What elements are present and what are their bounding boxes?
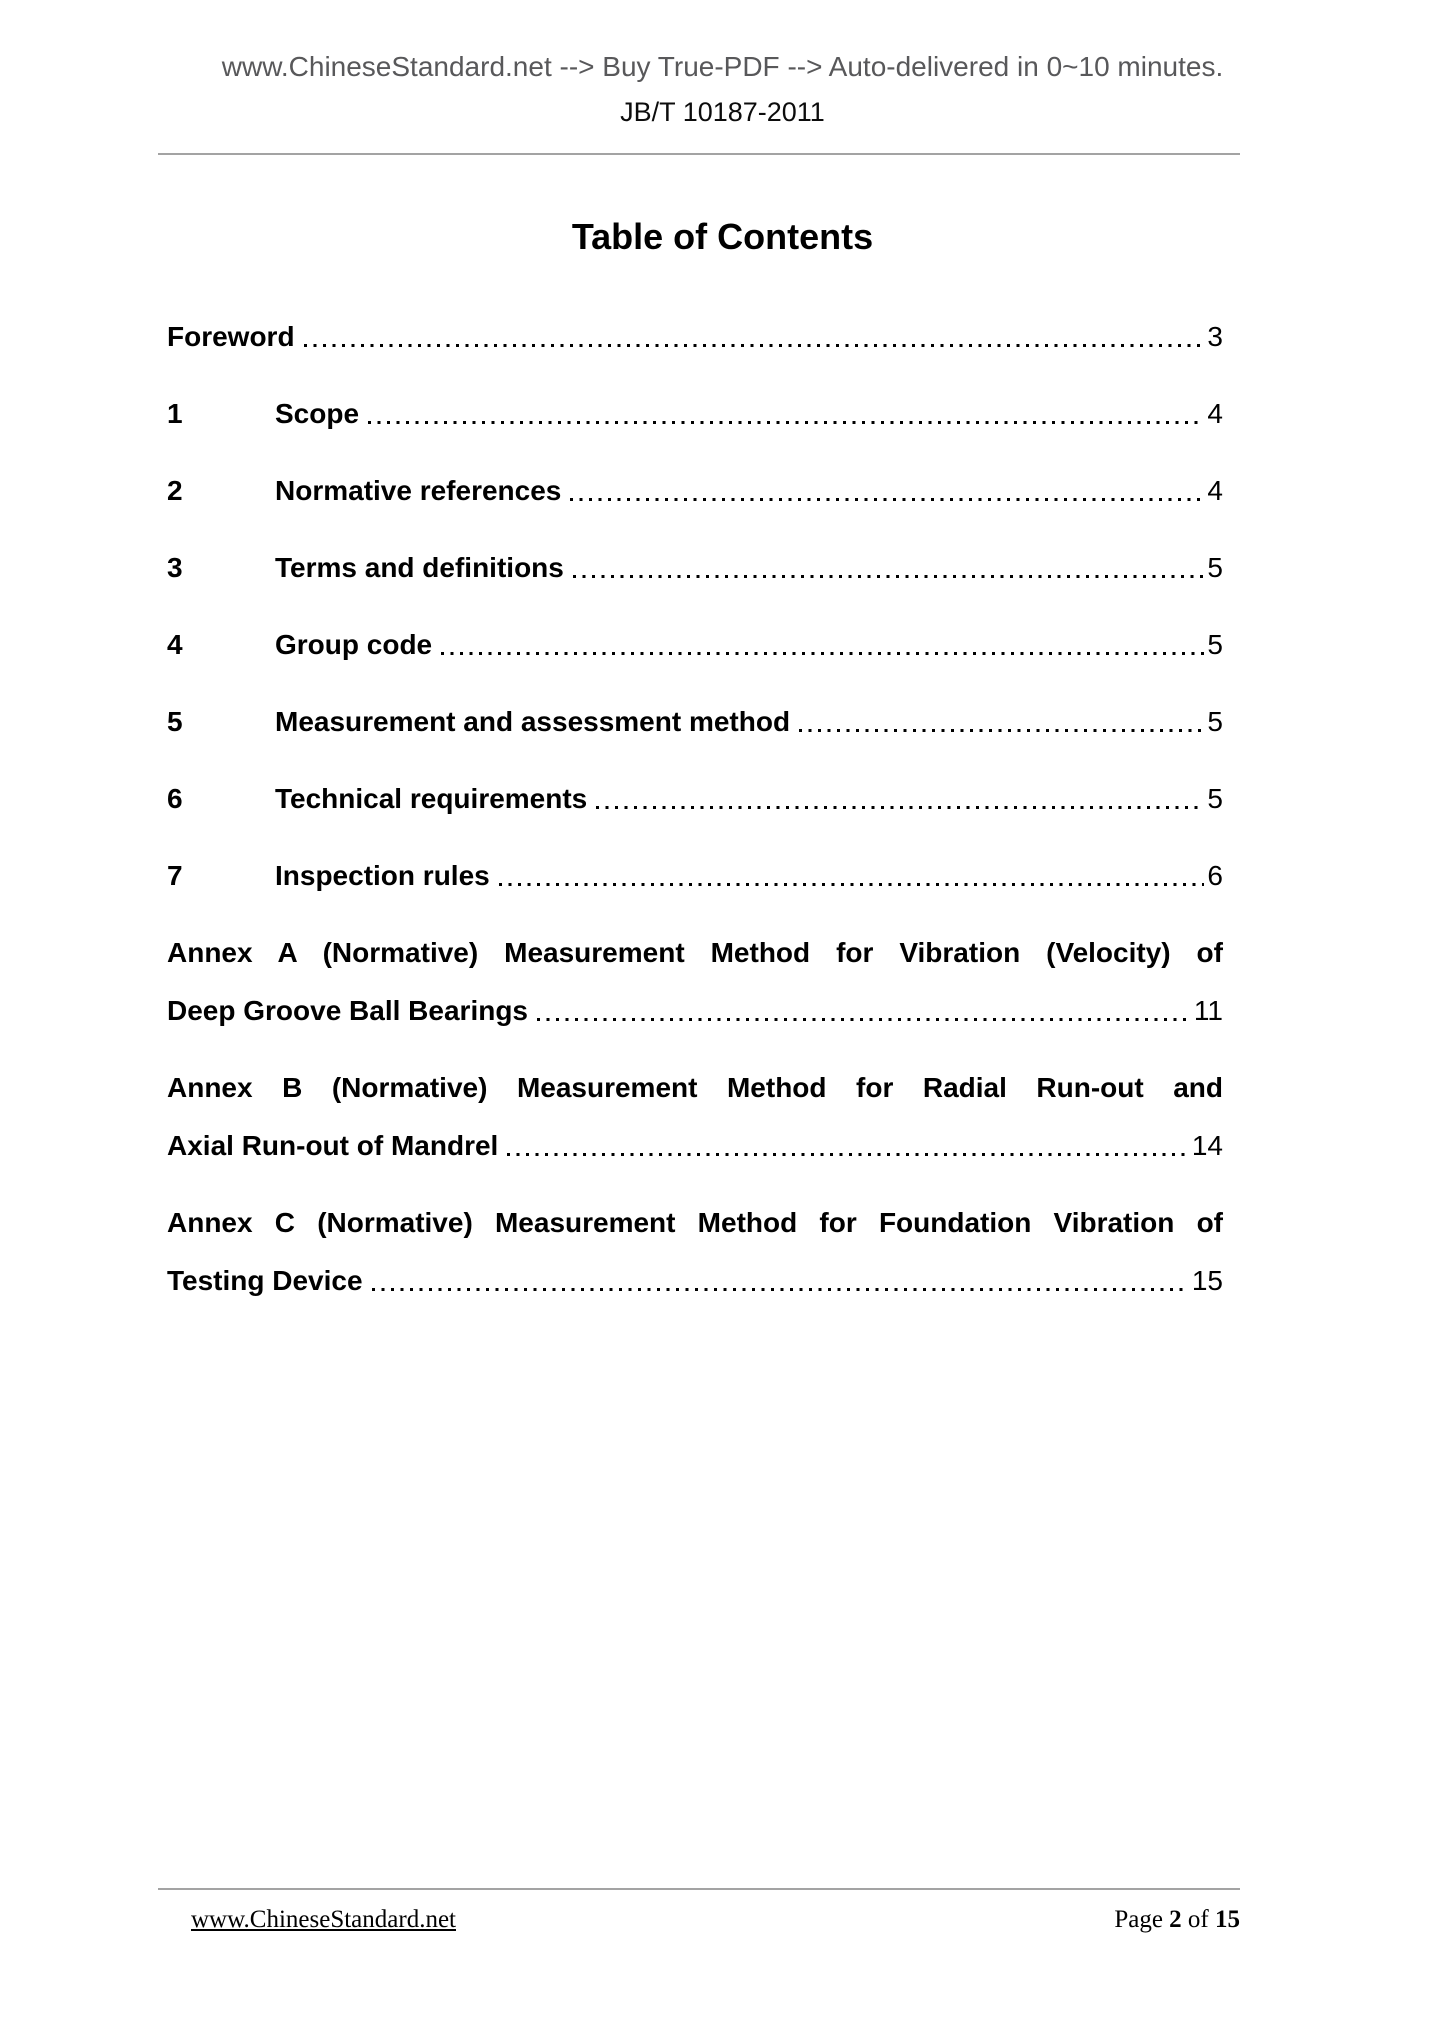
toc-entry-page: 5	[1207, 552, 1223, 583]
toc-entry-label: Testing Device	[167, 1265, 363, 1296]
toc-entry-page: 4	[1207, 475, 1223, 506]
toc-entry-group-code	[167, 628, 1223, 662]
toc-entry-number: 3	[167, 552, 183, 583]
toc-annex-line2	[167, 994, 1223, 1028]
footer-page-indicator	[1114, 1904, 1240, 1936]
toc-annex-line1: Annex B (Normative) Measurement Method for Radial Run-out and	[167, 1072, 1223, 1103]
header-promo-text: www.ChineseStandard.net --> Buy True-PDF --> Auto-delivered in 0~10 minutes.	[221, 51, 1224, 82]
toc-entry-label: Inspection rules	[275, 860, 490, 891]
footer-page-current: 2	[1169, 1906, 1182, 1933]
toc-entry-label: Technical requirements	[275, 783, 588, 814]
dotted-leader	[507, 1153, 1189, 1156]
page-title: Table of Contents	[571, 216, 874, 257]
toc-entry-annex-a	[167, 936, 1223, 1028]
dotted-leader	[570, 498, 1204, 501]
toc-entry-label: Deep Groove Ball Bearings	[167, 995, 529, 1026]
toc-annex-line1: Annex A (Normative) Measurement Method for Vibration (Velocity) of	[167, 937, 1223, 968]
dotted-leader	[368, 421, 1204, 424]
footer-site-link[interactable]: www.ChineseStandard.net	[191, 1906, 456, 1933]
table-of-contents	[167, 320, 1223, 1341]
dotted-leader	[304, 344, 1205, 347]
toc-entry-number: 6	[167, 783, 183, 814]
dotted-leader	[499, 883, 1205, 886]
toc-entry-number: 4	[167, 629, 183, 660]
toc-entry-number: 5	[167, 706, 183, 737]
dotted-leader	[441, 652, 1204, 655]
dotted-leader	[799, 729, 1204, 732]
toc-entry-page: 5	[1207, 783, 1223, 814]
toc-entry-number: 2	[167, 475, 183, 506]
toc-entry-label: Terms and definitions	[275, 552, 564, 583]
dotted-leader	[573, 575, 1205, 578]
dotted-leader	[372, 1288, 1189, 1291]
toc-entry-label: Measurement and assessment method	[275, 706, 791, 737]
toc-annex-line2	[167, 1129, 1223, 1163]
toc-entry-measurement-assessment	[167, 705, 1223, 739]
header-divider	[158, 153, 1240, 155]
toc-entry-label: Axial Run-out of Mandrel	[167, 1130, 499, 1161]
toc-entry-label: Normative references	[275, 475, 562, 506]
toc-entry-page: 3	[1207, 321, 1223, 352]
standard-code: JB/T 10187-2011	[620, 97, 825, 127]
toc-entry-page: 6	[1207, 860, 1223, 891]
toc-annex-line2	[167, 1264, 1223, 1298]
toc-entry-page: 15	[1191, 1265, 1223, 1296]
toc-entry-page: 5	[1207, 629, 1223, 660]
dotted-leader	[596, 806, 1204, 809]
footer-page-total: 15	[1215, 1906, 1240, 1933]
toc-entry-foreword	[167, 320, 1223, 354]
footer-divider	[158, 1888, 1240, 1890]
toc-entry-scope	[167, 397, 1223, 431]
toc-annex-line1: Annex C (Normative) Measurement Method for Foundation Vibration of	[167, 1207, 1223, 1238]
toc-entry-label: Scope	[275, 398, 360, 429]
footer	[158, 1904, 1240, 1936]
dotted-leader	[537, 1018, 1191, 1021]
toc-entry-number: 1	[167, 398, 183, 429]
toc-entry-inspection-rules	[167, 859, 1223, 893]
footer-page-of: of	[1181, 1906, 1215, 1933]
footer-page-prefix: Page	[1114, 1906, 1170, 1933]
toc-entry-page: 11	[1193, 995, 1223, 1026]
toc-entry-page: 14	[1191, 1130, 1223, 1161]
toc-entry-label: Group code	[275, 629, 433, 660]
toc-entry-page: 4	[1207, 398, 1223, 429]
toc-entry-normative-references	[167, 474, 1223, 508]
toc-entry-technical-requirements	[167, 782, 1223, 816]
toc-entry-annex-b	[167, 1071, 1223, 1163]
toc-entry-page: 5	[1207, 706, 1223, 737]
toc-entry-label: Foreword	[167, 321, 295, 352]
toc-entry-annex-c	[167, 1206, 1223, 1298]
toc-entry-number: 7	[167, 860, 183, 891]
toc-entry-terms-definitions	[167, 551, 1223, 585]
